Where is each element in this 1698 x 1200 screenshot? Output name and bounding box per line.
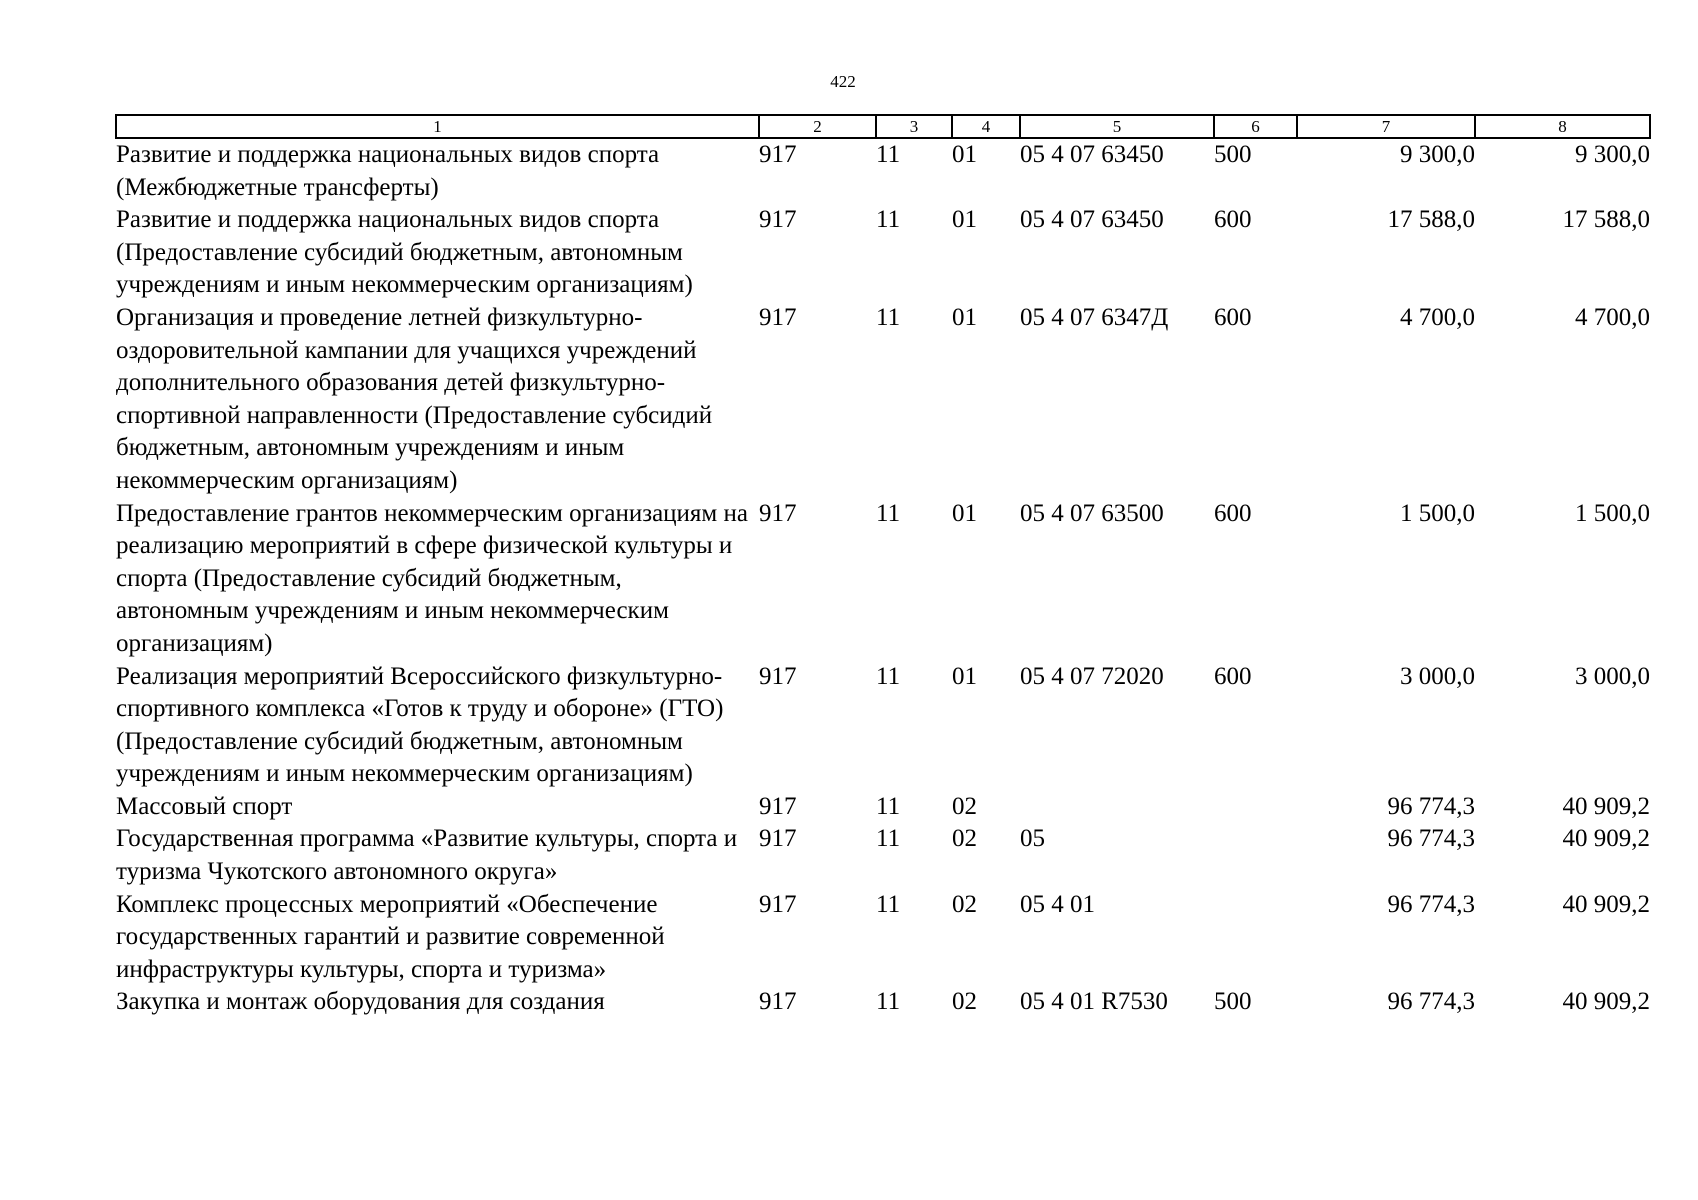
row-name: Организация и проведение летней физкультурно-оздоровительной кампании для учащихся учреждений дополнительного образования детей физкультурно-спортивной направленности (Предоставление субсидий бюджетным, автономным учреждениям и иным некоммерческим организациям) — [116, 303, 713, 494]
row-name: Развитие и поддержка национальных видов спорта (Предоставление субсидий бюджетным, автономным учреждениям и иным некоммерческим организациям) — [116, 206, 693, 299]
row-ved: 917 — [759, 206, 797, 234]
row-pr: 01 — [952, 499, 977, 527]
row-vr: 500 — [1214, 141, 1252, 168]
row-csr: 05 4 01 — [1020, 890, 1095, 918]
page-number: 422 — [830, 72, 856, 91]
row-sum-1: 1 500,0 — [1400, 499, 1475, 527]
row-sum-1: 96 774,3 — [1387, 792, 1475, 820]
row-sum-2: 4 700,0 — [1575, 303, 1650, 331]
row-vr: 600 — [1214, 662, 1252, 690]
row-csr: 05 4 07 63450 — [1020, 141, 1164, 168]
row-sum-1: 96 774,3 — [1387, 825, 1475, 853]
row-pr: 02 — [952, 792, 977, 820]
row-pr: 02 — [952, 988, 977, 1016]
row-sum-2: 1 500,0 — [1575, 499, 1650, 527]
row-vr: 600 — [1214, 303, 1252, 331]
row-pr: 01 — [952, 662, 977, 690]
row-csr: 05 4 07 72020 — [1020, 662, 1164, 690]
column-header-5: 5 — [1020, 115, 1214, 138]
row-pr: 01 — [952, 206, 977, 234]
row-sum-2: 40 909,2 — [1562, 825, 1650, 853]
column-header-6: 6 — [1214, 115, 1297, 138]
row-vr: 500 — [1214, 988, 1252, 1016]
row-pr: 02 — [952, 825, 977, 853]
row-ved: 917 — [759, 792, 797, 820]
row-rz: 11 — [876, 890, 901, 918]
row-sum-1: 4 700,0 — [1400, 303, 1475, 331]
row-vr: 600 — [1214, 206, 1252, 234]
row-ved: 917 — [759, 662, 797, 690]
row-sum-2: 3 000,0 — [1575, 662, 1650, 690]
row-sum-2: 40 909,2 — [1562, 988, 1650, 1016]
row-rz: 11 — [876, 303, 901, 331]
row-sum-1: 9 300,0 — [1400, 141, 1475, 168]
row-sum-1: 96 774,3 — [1387, 890, 1475, 918]
row-sum-2: 9 300,0 — [1575, 141, 1650, 168]
row-ved: 917 — [759, 499, 797, 527]
row-name: Государственная программа «Развитие культуры, спорта и туризма Чукотского автономного округа» — [116, 825, 738, 886]
row-pr: 02 — [952, 890, 977, 918]
table-row — [116, 889, 1650, 987]
column-header-7: 7 — [1297, 115, 1475, 138]
column-header-3: 3 — [876, 115, 952, 138]
row-ved: 917 — [759, 141, 797, 168]
row-vr — [1214, 823, 1297, 888]
table-row — [116, 138, 1650, 204]
row-csr: 05 — [1020, 825, 1045, 853]
column-header-1: 1 — [116, 115, 759, 138]
row-vr: 600 — [1214, 499, 1252, 527]
row-ved: 917 — [759, 988, 797, 1016]
row-sum-2: 17 588,0 — [1562, 206, 1650, 234]
row-name: Закупка и монтаж оборудования для создания — [116, 988, 605, 1016]
table-row — [116, 823, 1650, 888]
row-name: Комплекс процессных мероприятий «Обеспечение государственных гарантий и развитие современной инфраструктуры культуры, спорта и туризма» — [116, 890, 665, 983]
table-row — [116, 498, 1650, 661]
budget-table — [115, 114, 1651, 1019]
column-number-header-row — [116, 115, 1650, 138]
row-name: Реализация мероприятий Всероссийского физкультурно-спортивного комплекса «Готов к труду и обороне» (ГТО) (Предоставление субсидий бюджетным, автономным учреждениям и иным некоммерческим организациям) — [116, 662, 724, 788]
row-vr — [1214, 889, 1297, 987]
row-name: Развитие и поддержка национальных видов спорта (Межбюджетные трансферты) — [116, 141, 660, 201]
row-ved: 917 — [759, 890, 797, 918]
column-header-8: 8 — [1475, 115, 1650, 138]
table-row — [116, 791, 1650, 824]
row-rz: 11 — [876, 206, 901, 234]
row-pr: 01 — [952, 141, 977, 168]
row-rz: 11 — [876, 988, 901, 1016]
table-row — [116, 986, 1650, 1019]
row-rz: 11 — [876, 662, 901, 690]
row-ved: 917 — [759, 825, 797, 853]
column-header-2: 2 — [759, 115, 876, 138]
row-rz: 11 — [876, 825, 901, 853]
row-sum-1: 96 774,3 — [1387, 988, 1475, 1016]
column-header-4: 4 — [952, 115, 1020, 138]
row-csr: 05 4 07 6347Д — [1020, 303, 1169, 331]
row-sum-2: 40 909,2 — [1562, 792, 1650, 820]
table-row — [116, 661, 1650, 791]
row-csr: 05 4 07 63450 — [1020, 206, 1164, 234]
row-rz: 11 — [876, 141, 901, 168]
row-ved: 917 — [759, 303, 797, 331]
table-row — [116, 204, 1650, 302]
row-csr — [1020, 791, 1214, 824]
table-row — [116, 302, 1650, 498]
row-csr: 05 4 01 R7530 — [1020, 988, 1168, 1016]
row-pr: 01 — [952, 303, 977, 331]
row-rz: 11 — [876, 499, 901, 527]
row-name: Предоставление грантов некоммерческим организациям на реализацию мероприятий в сфере физической культуры и спорта (Предоставление субсидий бюджетным, автономным учреждениям и иным некоммерческим организациям) — [116, 499, 748, 657]
row-vr — [1214, 791, 1297, 824]
row-csr: 05 4 07 63500 — [1020, 499, 1164, 527]
row-sum-1: 17 588,0 — [1387, 206, 1475, 234]
row-sum-2: 40 909,2 — [1562, 890, 1650, 918]
row-name: Массовый спорт — [116, 792, 293, 820]
row-sum-1: 3 000,0 — [1400, 662, 1475, 690]
row-rz: 11 — [876, 792, 901, 820]
